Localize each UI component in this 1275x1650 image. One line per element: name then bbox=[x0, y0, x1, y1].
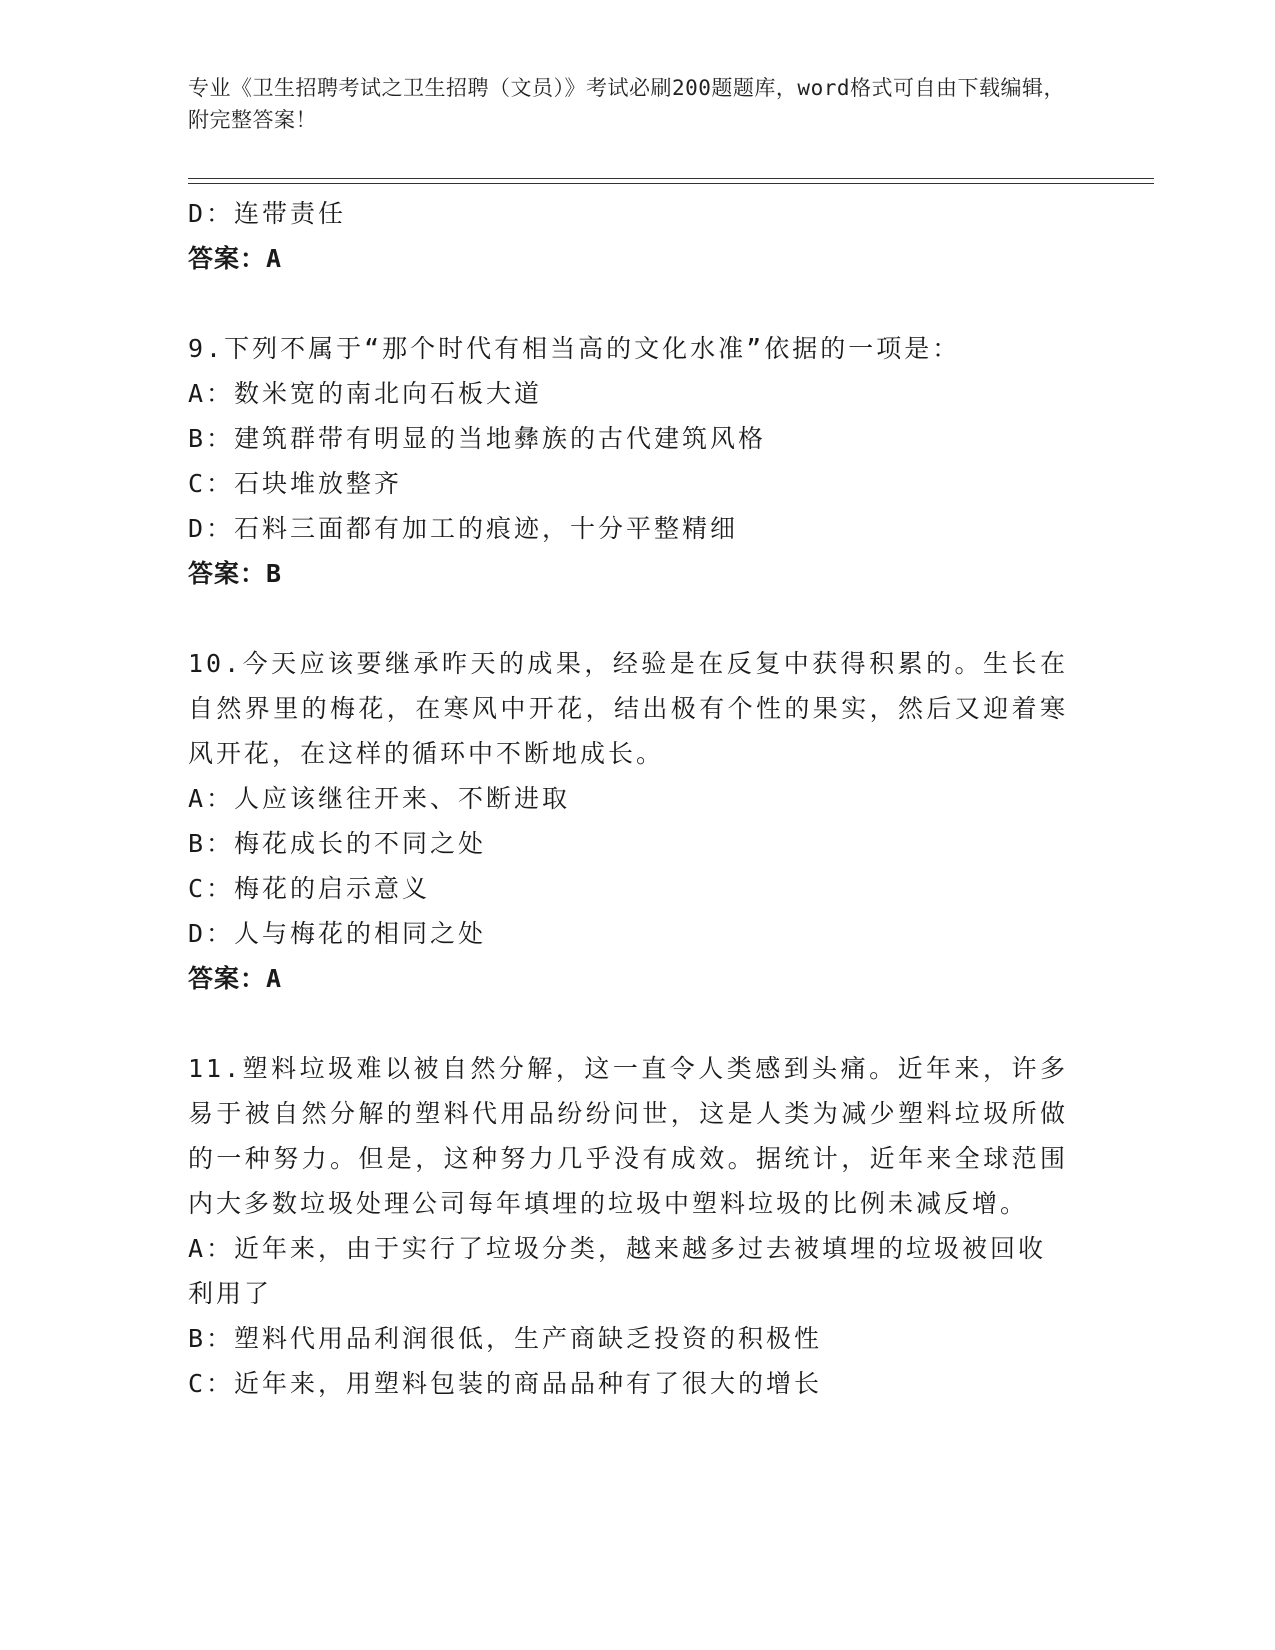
spacer bbox=[188, 1001, 1068, 1046]
question-stem-10: 10.今天应该要继承昨天的成果，经验是在反复中获得积累的。生长在自然界里的梅花，在寒风中开花，结出极有个性的果实，然后又迎着寒风开花，在这样的循环中不断地成长。 bbox=[188, 649, 1068, 768]
option-c: C：近年来，用塑料包装的商品品种有了很大的增长 bbox=[188, 1369, 823, 1398]
question-stem-11: 11.塑料垃圾难以被自然分解，这一直令人类感到头痛。近年来，许多易于被自然分解的塑料代用品纷纷问世，这是人类为减少塑料垃圾所做的一种努力。但是，这种努力几乎没有成效。据统计，近年来全球范围内大多数垃圾处理公司每年填埋的垃圾中塑料垃圾的比例未减反增。 bbox=[188, 1054, 1068, 1218]
spacer bbox=[188, 596, 1068, 641]
option-d: D：人与梅花的相同之处 bbox=[188, 919, 487, 948]
page-header: 专业《卫生招聘考试之卫生招聘（文员）》考试必刷200题题库，word格式可自由下载编辑，附完整答案！ bbox=[188, 76, 1065, 132]
question-content bbox=[188, 191, 1068, 1406]
option-b: B：塑料代用品利润很低，生产商缺乏投资的积极性 bbox=[188, 1324, 823, 1353]
answer-line: 答案：B bbox=[188, 559, 283, 588]
spacer bbox=[188, 281, 1068, 326]
question-stem-9: 9.下列不属于“那个时代有相当高的文化水准”依据的一项是： bbox=[188, 334, 961, 363]
answer-line: 答案：A bbox=[188, 964, 283, 993]
option-b: B：建筑群带有明显的当地彝族的古代建筑风格 bbox=[188, 424, 767, 453]
option-b: B：梅花成长的不同之处 bbox=[188, 829, 487, 858]
option-d: D：连带责任 bbox=[188, 199, 347, 228]
option-c: C：梅花的启示意义 bbox=[188, 874, 431, 903]
answer-line: 答案：A bbox=[188, 244, 283, 273]
option-a: A：人应该继往开来、不断进取 bbox=[188, 784, 571, 813]
option-d: D：石料三面都有加工的痕迹，十分平整精细 bbox=[188, 514, 739, 543]
header-rule-bottom bbox=[188, 183, 1154, 184]
option-a: A：数米宽的南北向石板大道 bbox=[188, 379, 543, 408]
option-a: A：近年来，由于实行了垃圾分类，越来越多过去被填埋的垃圾被回收利用了 bbox=[188, 1234, 1047, 1308]
option-c: C：石块堆放整齐 bbox=[188, 469, 403, 498]
header-rule-top bbox=[188, 178, 1154, 179]
